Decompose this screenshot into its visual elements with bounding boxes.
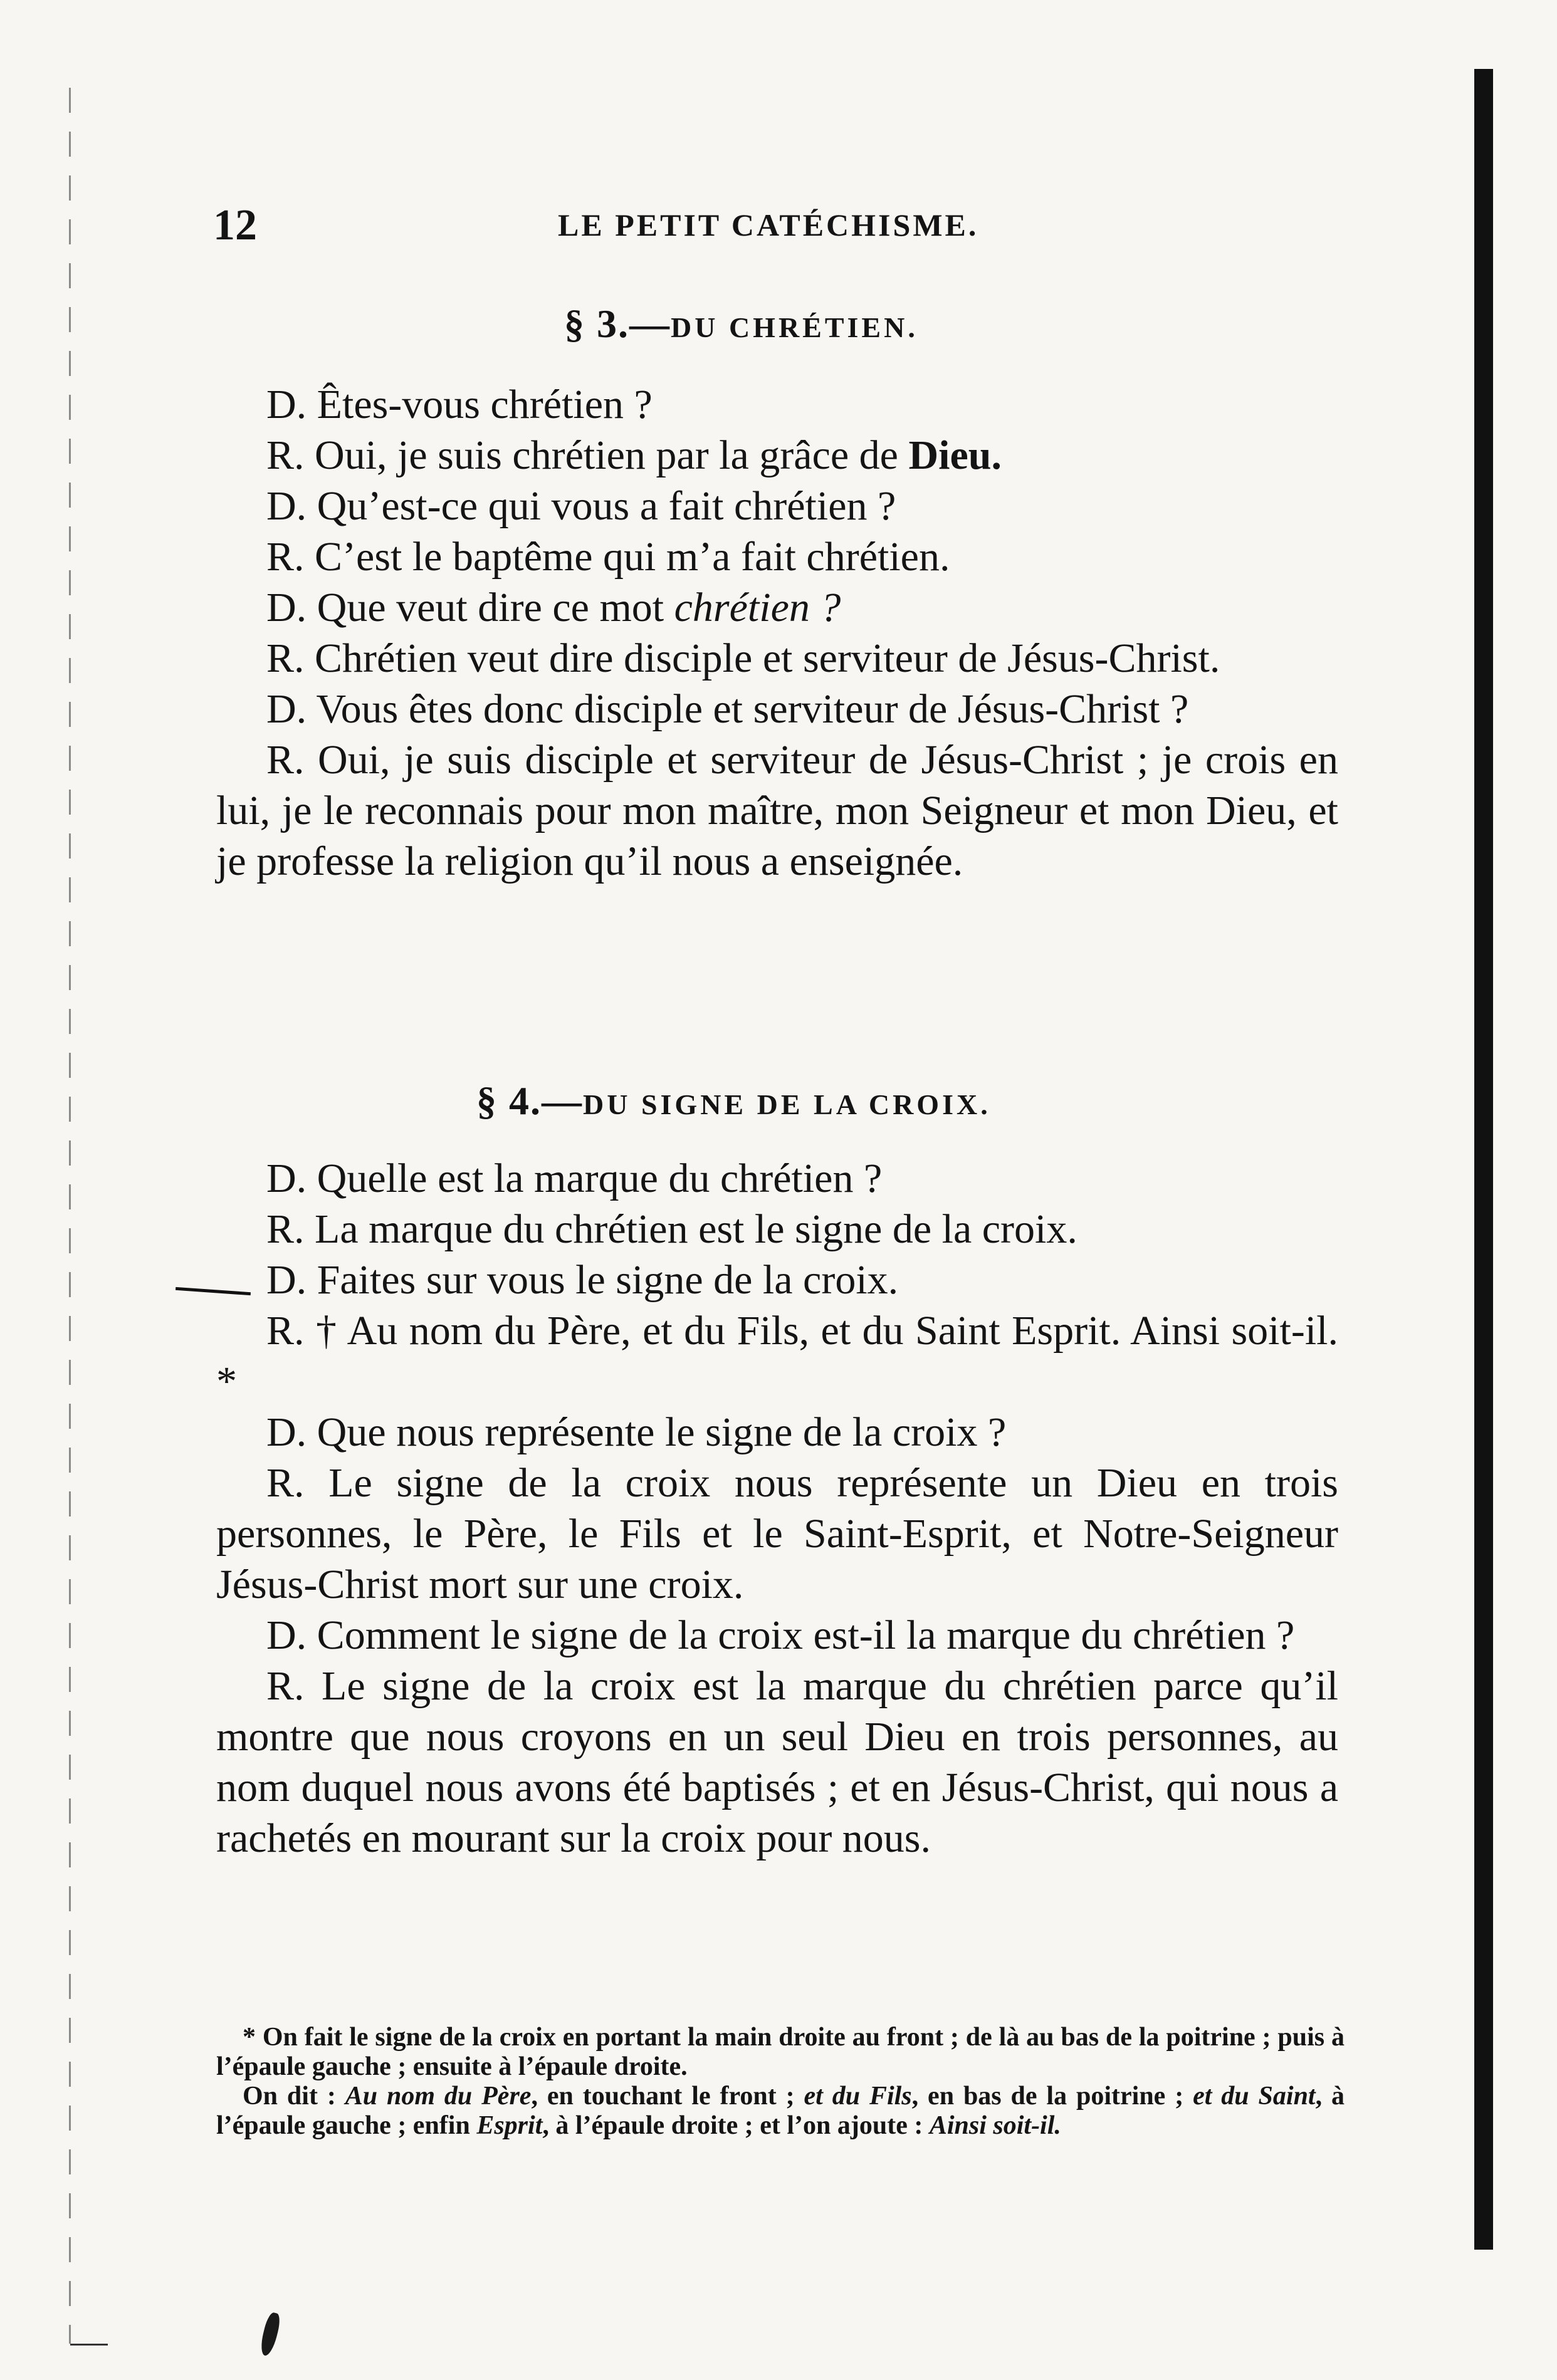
section-4-body	[216, 1153, 1338, 1864]
qa-paragraph: R. C’est le baptême qui m’a fait chrétien.	[266, 534, 950, 580]
qa-paragraph: R. Oui, je suis chrétien par la grâce de Dieu.	[266, 432, 1002, 478]
section-4-number: § 4.—	[476, 1078, 583, 1123]
qa-paragraph: R. Chrétien veut dire disciple et serviteur de Jésus-Christ.	[266, 635, 1220, 681]
section-3-number: § 3.—	[564, 301, 671, 346]
qa-paragraph: D. Que nous représente le signe de la croix ?	[266, 1409, 1007, 1455]
qa-paragraph: D. Quelle est la marque du chrétien ?	[266, 1156, 883, 1201]
page-number: 12	[213, 201, 257, 249]
qa-paragraph: R. Oui, je suis disciple et serviteur de Jésus-Christ ; je crois en lui, je le reconnais pour mon maître, mon Seigneur et mon Dieu, et je professe la religion qu’il nous a enseignée.	[216, 737, 1338, 884]
qa-paragraph: D. Êtes-vous chrétien ?	[266, 382, 653, 427]
left-margin-foot	[70, 2344, 108, 2346]
qa-paragraph: D. Faites sur vous le signe de la croix.	[266, 1257, 899, 1303]
page-header	[213, 201, 1294, 257]
section-4-heading	[476, 1078, 991, 1124]
section-3-body	[216, 379, 1338, 887]
qa-paragraph: D. Comment le signe de la croix est-il la marque du chrétien ?	[266, 1612, 1295, 1658]
footnote-line-2: On dit : Au nom du Père, en touchant le front ; et du Fils, en bas de la poitrine ; et du Saint, à l’épaule gauche ; enfin Esprit, à l’épaule droite ; et l’on ajoute : Ainsi soit-il.	[216, 2082, 1345, 2140]
qa-paragraph: D. Qu’est-ce qui vous a fait chrétien ?	[266, 483, 896, 529]
binding-edge	[1474, 69, 1493, 2250]
section-4-title: DU SIGNE DE LA CROIX.	[583, 1088, 991, 1120]
footnote	[216, 2023, 1345, 2141]
section-3-heading	[564, 301, 918, 347]
qa-paragraph: D. Vous êtes donc disciple et serviteur de Jésus-Christ ?	[266, 686, 1189, 732]
qa-paragraph: D. Que veut dire ce mot chrétien ?	[266, 585, 841, 630]
qa-paragraph: R. La marque du chrétien est le signe de la croix.	[266, 1206, 1077, 1252]
qa-paragraph: R. Le signe de la croix est la marque du chrétien parce qu’il montre que nous croyons en un seul Dieu en trois personnes, au nom duquel nous avons été baptisés ; et en Jésus-Christ, qui nous a rachetés en mourant sur la croix pour nous.	[216, 1663, 1338, 1861]
section-3-title: DU CHRÉTIEN.	[671, 311, 918, 343]
qa-paragraph: R. Le signe de la croix nous représente un Dieu en trois personnes, le Père, le Fils et le Saint-Esprit, et Notre-Seigneur Jésus-Christ mort sur une croix.	[216, 1460, 1338, 1607]
left-margin-rule	[69, 88, 71, 2344]
qa-paragraph: R. † Au nom du Père, et du Fils, et du Saint Esprit. Ainsi soit-il. *	[216, 1308, 1338, 1404]
ink-mark	[258, 2311, 282, 2357]
running-title: LE PETIT CATÉCHISME.	[558, 207, 979, 243]
footnote-line-1: * On fait le signe de la croix en portant la main droite au front ; de là au bas de la poitrine ; puis à l’épaule gauche ; ensuite à l’épaule droite.	[216, 2023, 1345, 2081]
